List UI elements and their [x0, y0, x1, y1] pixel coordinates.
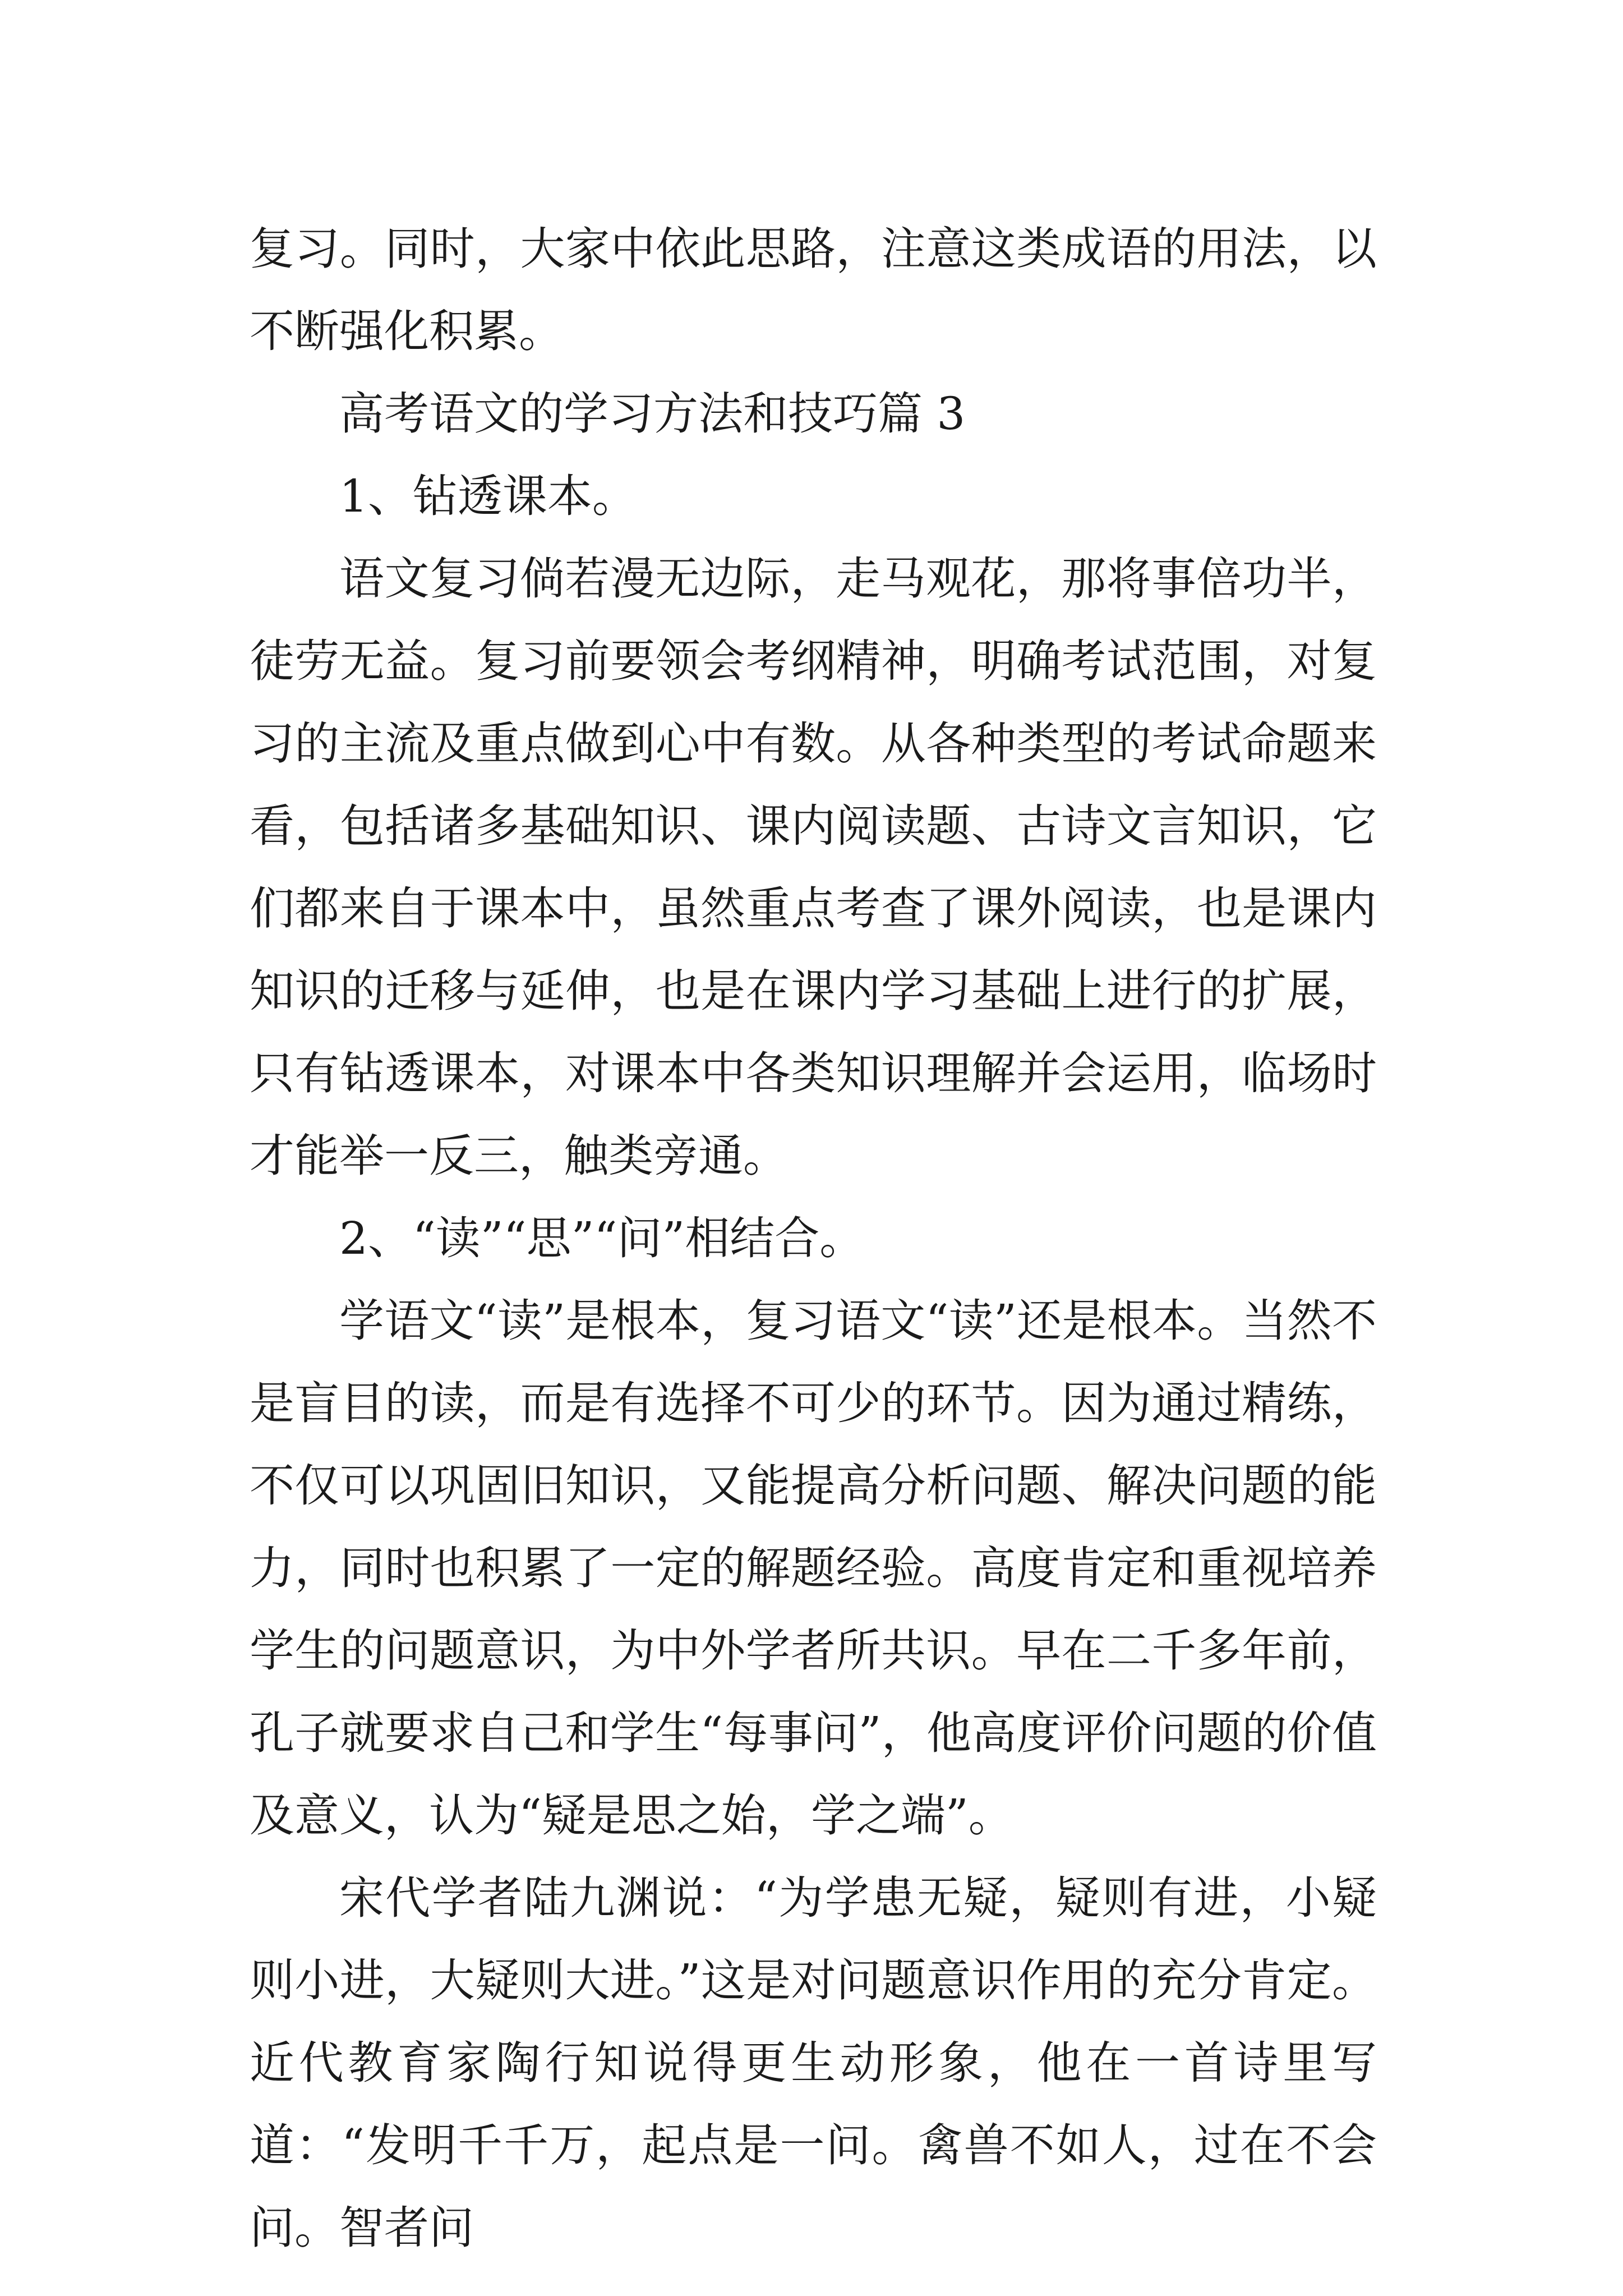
paragraph-study-textbook: 语文复习倘若漫无边际，走马观花，那将事倍功半，徒劳无益。复习前要领会考纲精神，明确考试范围，对复习的主流及重点做到心中有数。从各种类型的考试命题来看，包括诸多基础知识、课内阅读题、古诗文言知识，它们都来自于课本中，虽然重点考查了课外阅读，也是课内知识的迁移与延伸，也是在课内学习基础上进行的扩展，只有钻透课本，对课本中各类知识理解并会运用，临场时才能举一反三，触类旁通。 — [250, 553, 1377, 1182]
document-body — [250, 208, 1377, 2269]
item-heading-2: 2、“读”“思”“问”相结合。 — [339, 1212, 865, 1264]
paragraph-quotes: 宋代学者陆九渊说：“为学患无疑，疑则有进，小疑则小进，大疑则大进。”这是对问题意识作用的充分肯定。近代教育家陶行知说得更生动形象，他在一首诗里写道：“发明千千万，起点是一问。禽兽不如人，过在不会问。智者问 — [250, 1872, 1377, 2254]
paragraph-read-think-ask: 学语文“读”是根本，复习语文“读”还是根本。当然不是盲目的读，而是有选择不可少的环节。因为通过精练，不仅可以巩固旧知识，又能提高分析问题、解决问题的能力，同时也积累了一定的解题经验。高度肯定和重视培养学生的问题意识，为中外学者所共识。早在二千多年前，孔子就要求自己和学生“每事问”，他高度评价问题的价值及意义，认为“疑是思之始，学之端”。 — [250, 1295, 1377, 1842]
item-heading-1: 1、钻透课本。 — [339, 470, 637, 522]
paragraph-continuation: 复习。同时，大家中依此思路，注意这类成语的用法，以不断强化积累。 — [250, 223, 1377, 357]
section-heading: 高考语文的学习方法和技巧篇 3 — [339, 388, 966, 440]
